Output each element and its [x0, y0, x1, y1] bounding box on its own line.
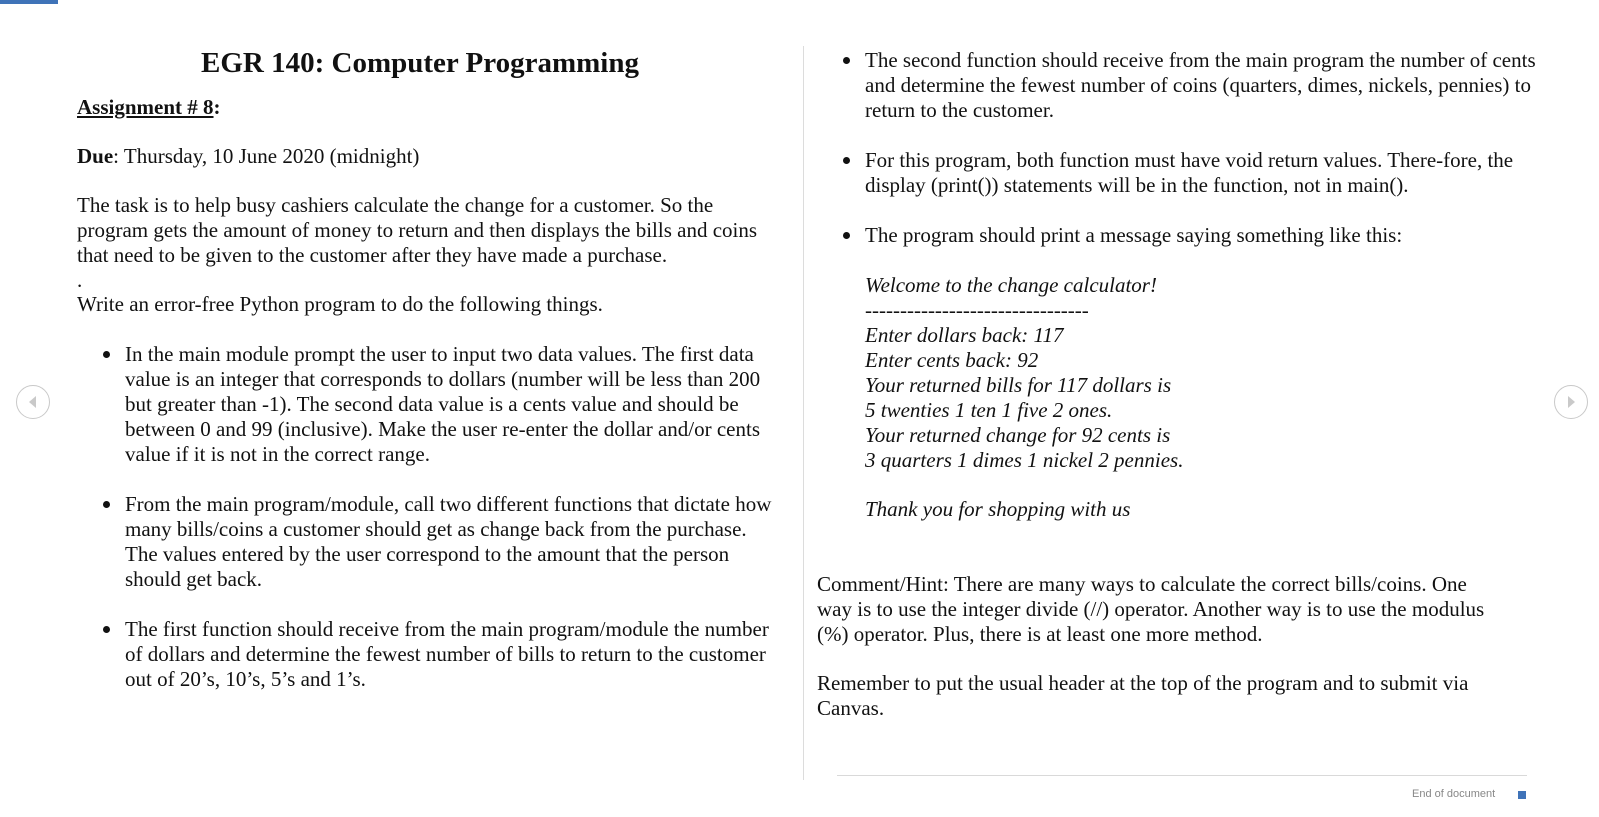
- requirements-list-left: [77, 342, 777, 692]
- example-change-result: 3 quarters 1 dimes 1 nickel 2 pennies.: [865, 448, 1184, 472]
- chevron-left-icon: [26, 395, 40, 409]
- previous-page-button[interactable]: [16, 385, 50, 419]
- reading-progress-bar: [0, 0, 58, 4]
- document-title: EGR 140: Computer Programming: [201, 47, 639, 79]
- bullet-icon: [103, 351, 110, 358]
- end-marker-icon: [1518, 791, 1526, 799]
- stray-dot: .: [77, 268, 83, 292]
- assignment-colon: :: [213, 95, 221, 119]
- next-page-button[interactable]: [1554, 385, 1588, 419]
- list-item: In the main module prompt the user to input two data values. The first data value is an integer that corresponds to dollars (number will be less than 200 but greater than -1). The second data value is a cents value and should be between 0 and 99 (inclusive). Make the user re-enter the dollar and/or cents value if it is not in the correct range.: [125, 342, 777, 467]
- chevron-right-icon: [1564, 395, 1578, 409]
- bullet-icon: [843, 157, 850, 164]
- due-text: : Thursday, 10 June 2020 (midnight): [113, 144, 420, 168]
- due-label: Due: [77, 144, 114, 168]
- bullet-icon: [843, 232, 850, 239]
- hint-paragraph: Comment/Hint: There are many ways to calculate the correct bills/coins. One way is to use the integer divide (//) operator. Another way is to use the modulus (%) operator. Plus, there is at least one more method.: [817, 572, 1485, 646]
- list-item: From the main program/module, call two different functions that dictate how many bills/coins a customer should get as change back from the purchase. The values entered by the user correspond to the amount that the person should get back.: [125, 492, 777, 592]
- bullet-icon: [103, 501, 110, 508]
- end-of-document-label: End of document: [1412, 788, 1496, 800]
- requirements-list-right: [817, 48, 1537, 248]
- assignment-label: Assignment # 8: [77, 95, 214, 119]
- document-page-right: [817, 48, 1537, 721]
- reminder-paragraph: Remember to put the usual header at the top of the program and to submit via Canvas.: [817, 671, 1469, 720]
- example-dollars-prompt: Enter dollars back: 117: [865, 323, 1064, 347]
- example-welcome: Welcome to the change calculator!: [865, 273, 1157, 297]
- write-line: Write an error-free Python program to do the following things.: [77, 292, 603, 316]
- example-bills-result: 5 twenties 1 ten 1 five 2 ones.: [865, 398, 1113, 422]
- document-page-left: [77, 45, 777, 692]
- due-line: [77, 144, 777, 169]
- page-divider: [803, 46, 804, 780]
- example-change-line: Your returned change for 92 cents is: [865, 423, 1171, 447]
- intro-paragraph: The task is to help busy cashiers calculate the change for a customer. So the program gets the amount of money to return and then displays the bills and coins that need to be given to the customer after they have made a purchase.: [77, 193, 758, 267]
- example-cents-prompt: Enter cents back: 92: [865, 348, 1039, 372]
- assignment-heading: [77, 95, 777, 120]
- list-item: For this program, both function must have void return values. There-fore, the display (print()) statements will be in the function, not in main().: [865, 148, 1537, 198]
- bullet-icon: [843, 57, 850, 64]
- footer-rule: [837, 775, 1527, 776]
- example-thanks: Thank you for shopping with us: [865, 497, 1131, 521]
- list-item: The program should print a message saying something like this:: [865, 223, 1537, 248]
- bullet-icon: [103, 626, 110, 633]
- list-item: The second function should receive from the main program the number of cents and determine the fewest number of coins (quarters, dimes, nickels, pennies) to return to the customer.: [865, 48, 1537, 123]
- example-rule: --------------------------------: [865, 298, 1089, 322]
- example-bills-line: Your returned bills for 117 dollars is: [865, 373, 1172, 397]
- example-output: [865, 273, 1537, 522]
- list-item: The first function should receive from the main program/module the number of dollars and determine the fewest number of bills to return to the customer out of 20’s, 10’s, 5’s and 1’s.: [125, 617, 777, 692]
